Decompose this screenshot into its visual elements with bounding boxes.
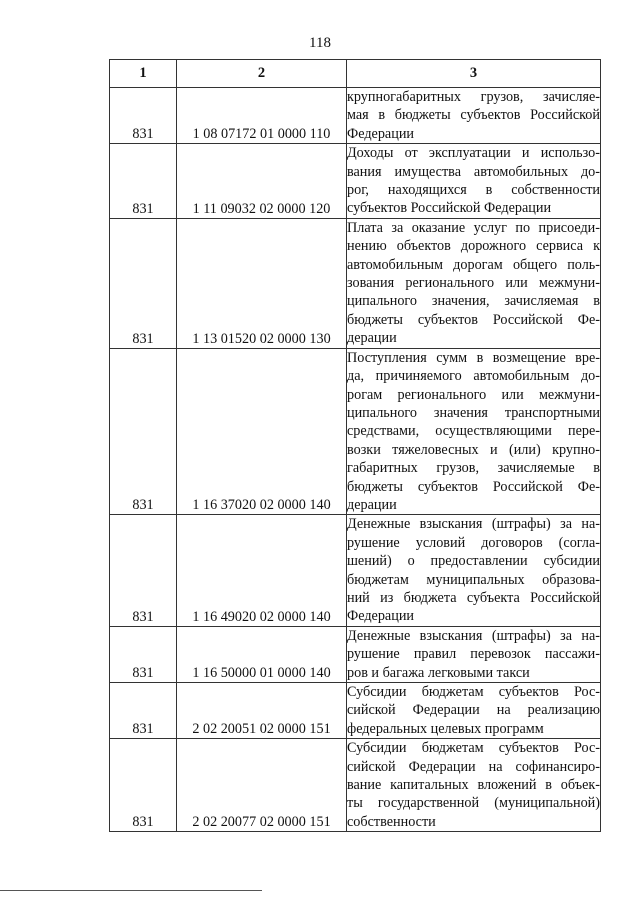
description-line: вания имущества автомобильных до-	[347, 163, 600, 180]
income-description-cell	[347, 739, 601, 832]
income-description-cell	[347, 88, 601, 144]
administrator-code-cell: 831	[110, 348, 177, 515]
description-line: ты государственной (муниципальной)	[347, 795, 600, 812]
administrator-code-cell: 831	[110, 683, 177, 739]
description-line: Денежные взыскания (штрафы) за на-	[347, 516, 600, 533]
description-line: Федерации	[347, 608, 415, 625]
table-row	[110, 144, 601, 219]
description-line: бюджеты субъектов Российской Фе-	[347, 478, 600, 495]
description-line: зования регионального или межмуни-	[347, 275, 600, 292]
description-line: Субсидии бюджетам субъектов Рос-	[347, 684, 600, 700]
description-line: дерации	[347, 330, 397, 347]
description-line: Поступления сумм в возмещение вре-	[347, 349, 600, 366]
table-row	[110, 739, 601, 832]
table-row	[110, 515, 601, 626]
description-line: собственности	[347, 813, 436, 830]
footer-rule	[0, 890, 262, 891]
description-line: бюджеты субъектов Российской Фе-	[347, 311, 600, 328]
income-description-cell	[347, 218, 601, 348]
table-row	[110, 218, 601, 348]
description-line: рушение условий договоров (согла-	[347, 534, 600, 551]
header-row	[110, 60, 601, 88]
page-number: 118	[309, 35, 331, 51]
column-header-2: 2	[177, 60, 347, 88]
description-line: нению объектов дорожного сервиса к	[347, 238, 600, 255]
table-body	[110, 88, 601, 832]
income-code-cell: 1 13 01520 02 0000 130	[177, 218, 347, 348]
budget-classification-table	[109, 59, 601, 832]
table-row	[110, 683, 601, 739]
income-code-cell: 1 11 09032 02 0000 120	[177, 144, 347, 219]
administrator-code-cell: 831	[110, 626, 177, 682]
description-line: рог, находящихся в собственности	[347, 182, 600, 199]
income-code-cell: 1 16 49020 02 0000 140	[177, 515, 347, 626]
description-line: рушение правил перевозок пассажи-	[347, 646, 600, 663]
description-line: ний из бюджета субъекта Российской	[347, 589, 600, 606]
income-code-cell: 1 16 37020 02 0000 140	[177, 348, 347, 515]
description-line: Субсидии бюджетам субъектов Рос-	[347, 740, 600, 757]
income-code-cell: 2 02 20051 02 0000 151	[177, 683, 347, 739]
administrator-code-cell: 831	[110, 515, 177, 626]
description-line: средствами, осуществляющими пере-	[347, 423, 600, 440]
description-line: да, причиняемого автомобильным до-	[347, 368, 600, 385]
description-line: автомобильным дорогам общего поль-	[347, 256, 600, 273]
administrator-code-cell: 831	[110, 88, 177, 144]
description-line: возки тяжеловесных и (или) крупно-	[347, 441, 600, 458]
income-description-cell	[347, 626, 601, 682]
column-header-3: 3	[347, 60, 601, 88]
description-line: бюджетам муниципальных образова-	[347, 571, 600, 588]
income-code-cell: 2 02 20077 02 0000 151	[177, 739, 347, 832]
description-line: Доходы от эксплуатации и использо-	[347, 145, 600, 162]
income-code-cell: 1 08 07172 01 0000 110	[177, 88, 347, 144]
description-line: ров и багажа легковыми такси	[347, 664, 530, 681]
description-line: Плата за оказание услуг по присоеди-	[347, 219, 600, 236]
table-header	[110, 60, 601, 88]
description-line: крупногабаритных грузов, зачисляе-	[347, 89, 600, 105]
description-line: сийской Федерации на софинансиро-	[347, 758, 600, 775]
description-line: мая в бюджеты субъектов Российской	[347, 107, 600, 124]
description-line: субъектов Российской Федерации	[347, 200, 552, 217]
description-line: шений) о предоставлении субсидии	[347, 553, 600, 570]
income-description-cell	[347, 683, 601, 739]
description-line: ципального значения транспортными	[347, 404, 600, 421]
table-row	[110, 88, 601, 144]
description-line: сийской Федерации на реализацию	[347, 702, 600, 719]
description-line: Денежные взыскания (штрафы) за на-	[347, 627, 600, 644]
description-line: рогам регионального или межмуни-	[347, 386, 600, 403]
column-header-1: 1	[110, 60, 177, 88]
description-line: ципального значения, зачисляемая в	[347, 293, 600, 310]
description-line: дерации	[347, 496, 397, 513]
table-row	[110, 348, 601, 515]
administrator-code-cell: 831	[110, 144, 177, 219]
administrator-code-cell: 831	[110, 739, 177, 832]
income-description-cell	[347, 348, 601, 515]
description-line: вание капитальных вложений в объек-	[347, 777, 600, 794]
income-code-cell: 1 16 50000 01 0000 140	[177, 626, 347, 682]
description-line: федеральных целевых программ	[347, 720, 544, 737]
income-description-cell	[347, 144, 601, 219]
table-row	[110, 626, 601, 682]
description-line: Федерации	[347, 125, 415, 142]
income-description-cell	[347, 515, 601, 626]
administrator-code-cell: 831	[110, 218, 177, 348]
description-line: габаритных грузов, зачисляемые в	[347, 460, 600, 477]
